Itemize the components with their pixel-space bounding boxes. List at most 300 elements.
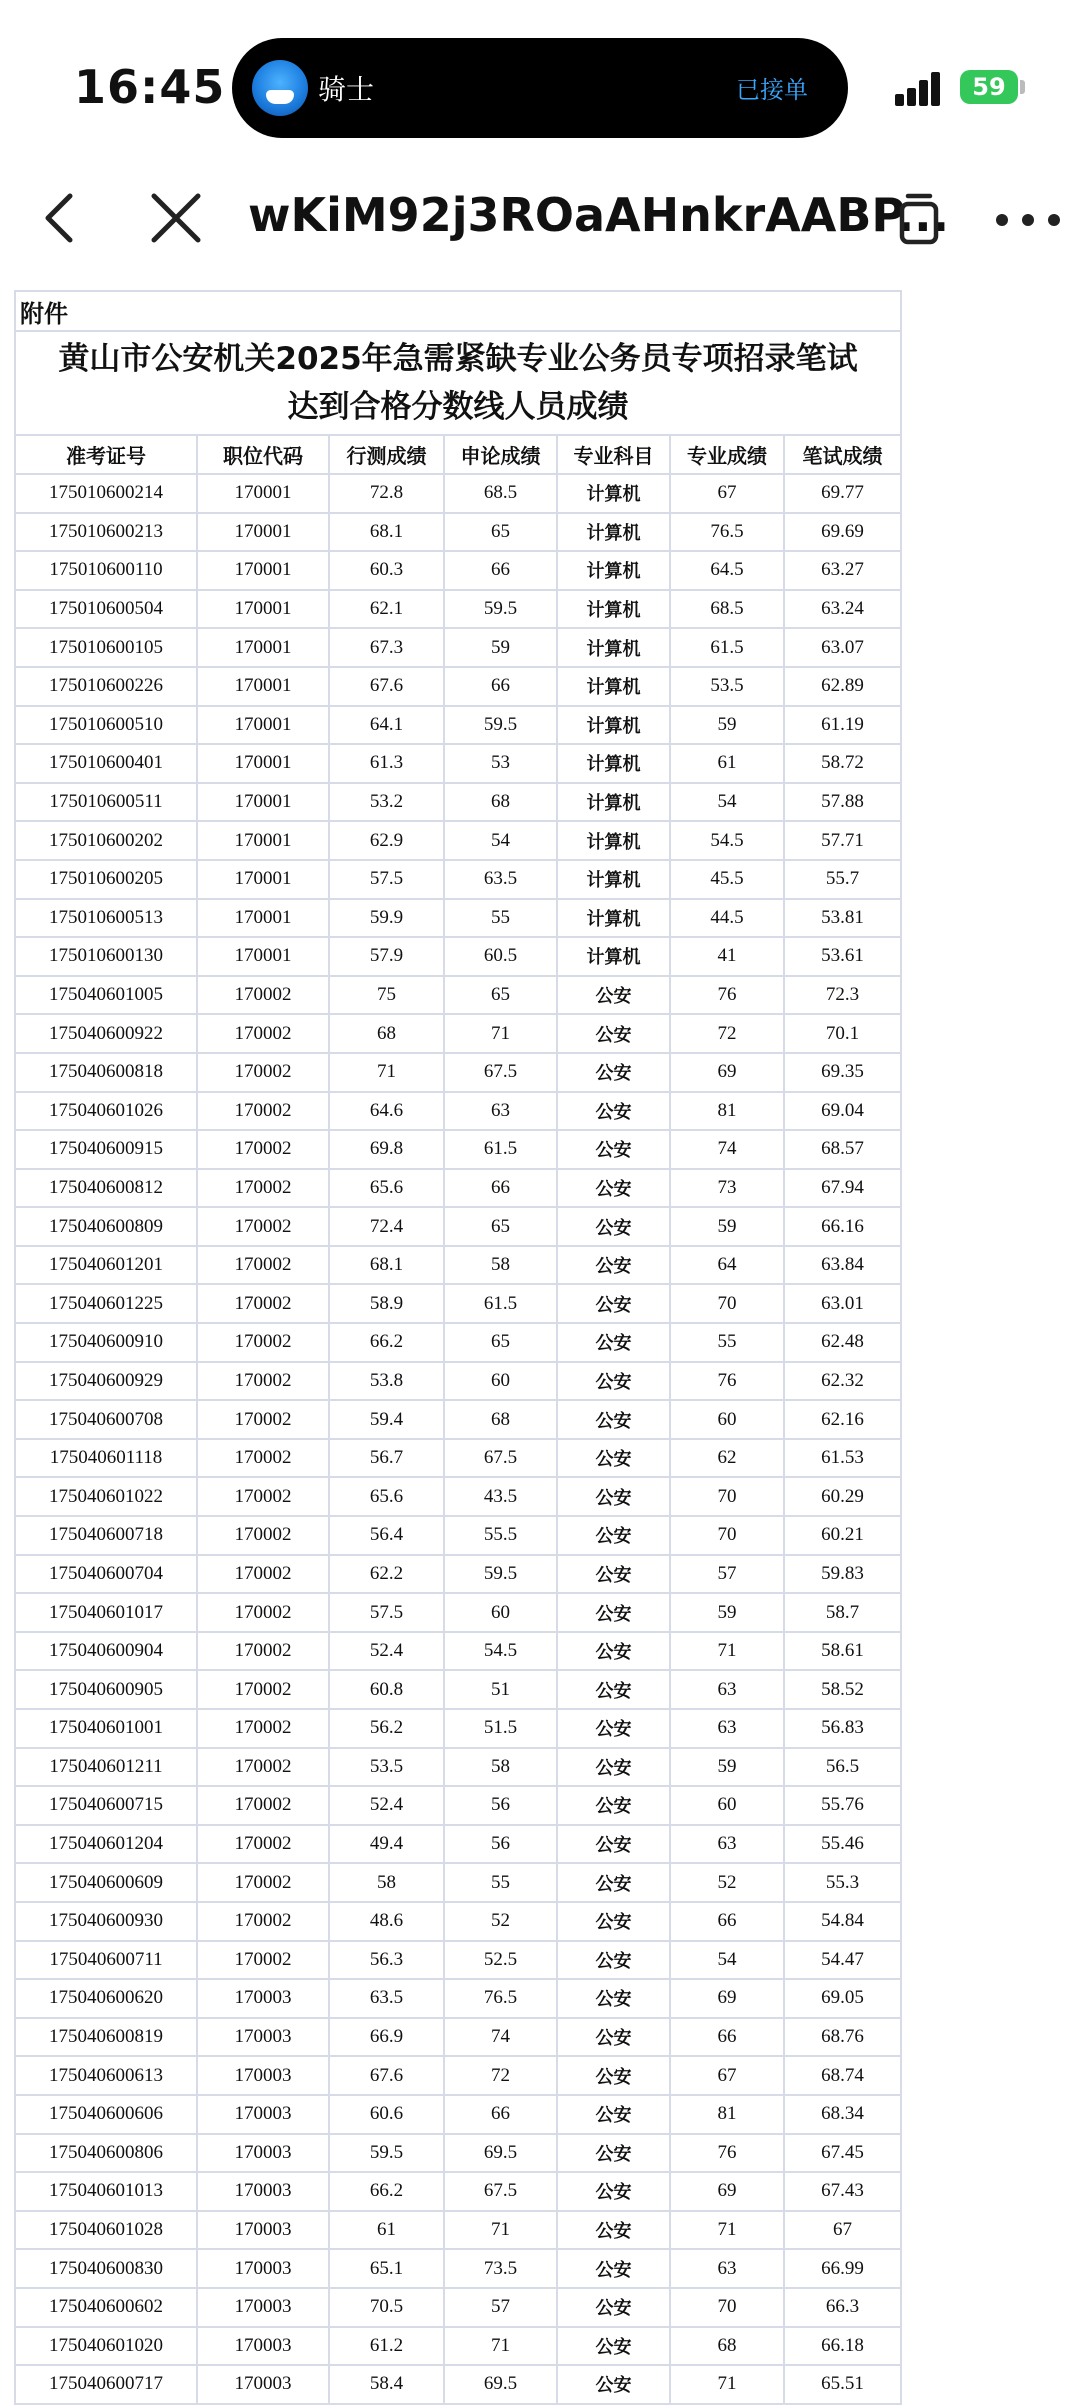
table-cell: 63.27	[784, 551, 901, 590]
table-cell: 60	[444, 1593, 557, 1632]
table-cell: 52.4	[329, 1632, 444, 1671]
table-row	[15, 590, 901, 629]
table-cell: 72	[670, 1014, 784, 1053]
table-cell: 57.5	[329, 860, 444, 899]
table-cell: 170001	[197, 551, 329, 590]
document-view[interactable]	[14, 290, 900, 2405]
score-table	[14, 290, 902, 2405]
table-cell: 170003	[197, 2288, 329, 2327]
table-cell: 55	[444, 899, 557, 938]
table-cell: 175040600812	[15, 1169, 197, 1208]
table-cell: 60	[444, 1362, 557, 1401]
table-cell: 175040600809	[15, 1207, 197, 1246]
table-cell: 53.61	[784, 937, 901, 976]
table-cell: 67	[670, 474, 784, 513]
table-cell: 68.5	[670, 590, 784, 629]
table-cell: 59.5	[444, 590, 557, 629]
table-cell: 170002	[197, 1902, 329, 1941]
column-header: 专业科目	[557, 435, 670, 474]
page-title: wKiM92j3ROaAHnkrAABP...	[248, 188, 950, 242]
table-cell: 66	[670, 2018, 784, 2057]
table-row	[15, 1323, 901, 1362]
table-cell: 公安	[557, 1979, 670, 2018]
table-cell: 175040601020	[15, 2327, 197, 2366]
table-row	[15, 976, 901, 1015]
table-cell: 170002	[197, 1516, 329, 1555]
table-cell: 66	[444, 551, 557, 590]
table-cell: 75	[329, 976, 444, 1015]
table-cell: 68	[329, 1014, 444, 1053]
table-cell: 49.4	[329, 1825, 444, 1864]
table-cell: 63	[670, 1825, 784, 1864]
table-cell: 公安	[557, 2288, 670, 2327]
table-cell: 56.83	[784, 1709, 901, 1748]
table-cell: 69.35	[784, 1053, 901, 1092]
table-cell: 74	[670, 1130, 784, 1169]
table-cell: 76	[670, 1362, 784, 1401]
table-cell: 68	[444, 783, 557, 822]
table-cell: 61.3	[329, 744, 444, 783]
table-cell: 70	[670, 1284, 784, 1323]
table-cell: 58	[444, 1246, 557, 1285]
table-cell: 170003	[197, 2056, 329, 2095]
table-row	[15, 1709, 901, 1748]
table-row	[15, 860, 901, 899]
table-row	[15, 1979, 901, 2018]
table-cell: 66.99	[784, 2249, 901, 2288]
table-cell: 54.5	[670, 821, 784, 860]
table-cell: 175040601005	[15, 976, 197, 1015]
table-cell: 175040600708	[15, 1400, 197, 1439]
document-title-line1: 黄山市公安机关2025年急需紧缺专业公务员专项招录笔试	[58, 341, 858, 377]
table-cell: 175010600110	[15, 551, 197, 590]
table-cell: 170002	[197, 1632, 329, 1671]
table-cell: 68.34	[784, 2095, 901, 2134]
table-cell: 170002	[197, 1709, 329, 1748]
table-cell: 170002	[197, 1207, 329, 1246]
table-cell: 170003	[197, 2249, 329, 2288]
table-cell: 175040600922	[15, 1014, 197, 1053]
table-cell: 69.05	[784, 1979, 901, 2018]
table-cell: 计算机	[557, 860, 670, 899]
table-cell: 63	[670, 2249, 784, 2288]
column-header: 准考证号	[15, 435, 197, 474]
table-cell: 73.5	[444, 2249, 557, 2288]
table-row	[15, 667, 901, 706]
table-row	[15, 1053, 901, 1092]
table-cell: 175010600510	[15, 706, 197, 745]
table-cell: 55.46	[784, 1825, 901, 1864]
table-cell: 59.83	[784, 1555, 901, 1594]
table-cell: 61.53	[784, 1439, 901, 1478]
table-cell: 公安	[557, 1670, 670, 1709]
table-row	[15, 1169, 901, 1208]
table-cell: 64.6	[329, 1092, 444, 1131]
table-cell: 175040600904	[15, 1632, 197, 1671]
table-cell: 60.8	[329, 1670, 444, 1709]
table-cell: 公安	[557, 1400, 670, 1439]
table-cell: 71	[670, 2211, 784, 2250]
table-cell: 53.8	[329, 1362, 444, 1401]
table-cell: 69.04	[784, 1092, 901, 1131]
table-cell: 公安	[557, 1748, 670, 1787]
table-cell: 公安	[557, 2134, 670, 2173]
table-cell: 69	[670, 2172, 784, 2211]
table-cell: 67	[784, 2211, 901, 2250]
table-row	[15, 1130, 901, 1169]
table-row	[15, 1941, 901, 1980]
table-cell: 68	[444, 1400, 557, 1439]
table-cell: 170002	[197, 1323, 329, 1362]
table-cell: 58	[329, 1863, 444, 1902]
table-row	[15, 744, 901, 783]
table-cell: 65.1	[329, 2249, 444, 2288]
copy-pages-icon[interactable]	[890, 188, 950, 248]
table-cell: 175040601225	[15, 1284, 197, 1323]
table-cell: 61.5	[670, 628, 784, 667]
table-cell: 70	[670, 2288, 784, 2327]
table-cell: 175040600717	[15, 2365, 197, 2404]
table-row	[15, 2172, 901, 2211]
table-cell: 计算机	[557, 821, 670, 860]
table-cell: 计算机	[557, 937, 670, 976]
column-header: 行测成绩	[329, 435, 444, 474]
table-cell: 71	[329, 1053, 444, 1092]
table-cell: 61	[329, 2211, 444, 2250]
table-cell: 68	[670, 2327, 784, 2366]
table-cell: 63	[670, 1709, 784, 1748]
table-cell: 63	[670, 1670, 784, 1709]
table-row	[15, 937, 901, 976]
table-cell: 67.94	[784, 1169, 901, 1208]
table-cell: 55.5	[444, 1516, 557, 1555]
table-cell: 175010600511	[15, 783, 197, 822]
table-cell: 59.5	[444, 1555, 557, 1594]
table-cell: 76	[670, 976, 784, 1015]
table-row	[15, 821, 901, 860]
table-cell: 60	[670, 1400, 784, 1439]
table-cell: 170003	[197, 2327, 329, 2366]
table-cell: 175040601026	[15, 1092, 197, 1131]
table-cell: 62.89	[784, 667, 901, 706]
table-cell: 76	[670, 2134, 784, 2173]
table-cell: 41	[670, 937, 784, 976]
table-cell: 170002	[197, 1593, 329, 1632]
table-cell: 66	[444, 2095, 557, 2134]
table-cell: 170001	[197, 667, 329, 706]
table-cell: 公安	[557, 1555, 670, 1594]
table-cell: 71	[670, 1632, 784, 1671]
table-cell: 63.5	[444, 860, 557, 899]
table-cell: 70.1	[784, 1014, 901, 1053]
more-options-icon[interactable]	[996, 212, 1062, 228]
table-cell: 170001	[197, 590, 329, 629]
table-cell: 计算机	[557, 706, 670, 745]
table-row	[15, 1593, 901, 1632]
table-cell: 计算机	[557, 590, 670, 629]
table-cell: 公安	[557, 2056, 670, 2095]
table-cell: 69.5	[444, 2365, 557, 2404]
table-cell: 67.6	[329, 667, 444, 706]
table-cell: 51	[444, 1670, 557, 1709]
table-cell: 170001	[197, 706, 329, 745]
table-cell: 175040601118	[15, 1439, 197, 1478]
table-cell: 175040600915	[15, 1130, 197, 1169]
table-cell: 65.51	[784, 2365, 901, 2404]
table-cell: 54.5	[444, 1632, 557, 1671]
table-cell: 公安	[557, 2327, 670, 2366]
table-cell: 公安	[557, 2211, 670, 2250]
table-cell: 175040600929	[15, 1362, 197, 1401]
table-cell: 56.2	[329, 1709, 444, 1748]
table-cell: 170002	[197, 1130, 329, 1169]
table-cell: 61.5	[444, 1130, 557, 1169]
table-cell: 55.3	[784, 1863, 901, 1902]
table-cell: 170002	[197, 1284, 329, 1323]
table-cell: 175010600513	[15, 899, 197, 938]
table-cell: 81	[670, 2095, 784, 2134]
table-cell: 52.4	[329, 1786, 444, 1825]
table-cell: 67.43	[784, 2172, 901, 2211]
table-cell: 55	[444, 1863, 557, 1902]
table-row	[15, 1400, 901, 1439]
table-cell: 76.5	[444, 1979, 557, 2018]
table-cell: 170002	[197, 1555, 329, 1594]
table-cell: 58.61	[784, 1632, 901, 1671]
table-cell: 公安	[557, 1439, 670, 1478]
status-time: 16:45	[74, 60, 226, 114]
table-cell: 62.16	[784, 1400, 901, 1439]
table-cell: 48.6	[329, 1902, 444, 1941]
battery-level: 59	[972, 73, 1006, 101]
table-cell: 170001	[197, 474, 329, 513]
table-cell: 55	[670, 1323, 784, 1362]
table-cell: 175040600905	[15, 1670, 197, 1709]
table-row	[15, 2288, 901, 2327]
table-cell: 公安	[557, 1632, 670, 1671]
table-row	[15, 2249, 901, 2288]
table-cell: 66.16	[784, 1207, 901, 1246]
back-arrow-icon[interactable]	[30, 188, 90, 248]
table-cell: 170001	[197, 821, 329, 860]
table-cell: 170002	[197, 1825, 329, 1864]
table-row	[15, 899, 901, 938]
table-cell: 65.6	[329, 1169, 444, 1208]
table-cell: 60.29	[784, 1477, 901, 1516]
table-cell: 175040600910	[15, 1323, 197, 1362]
table-cell: 60.5	[444, 937, 557, 976]
table-cell: 175040600818	[15, 1053, 197, 1092]
table-cell: 61.5	[444, 1284, 557, 1323]
table-cell: 69	[670, 1053, 784, 1092]
table-cell: 59	[444, 628, 557, 667]
table-cell: 65	[444, 513, 557, 552]
table-cell: 175040600830	[15, 2249, 197, 2288]
table-cell: 175040600602	[15, 2288, 197, 2327]
table-cell: 66	[670, 1902, 784, 1941]
battery-icon	[960, 70, 1018, 104]
table-cell: 公安	[557, 2249, 670, 2288]
table-cell: 69.77	[784, 474, 901, 513]
table-cell: 58.52	[784, 1670, 901, 1709]
table-cell: 54.47	[784, 1941, 901, 1980]
table-cell: 公安	[557, 2365, 670, 2404]
table-cell: 44.5	[670, 899, 784, 938]
table-cell: 56.3	[329, 1941, 444, 1980]
table-cell: 67.5	[444, 2172, 557, 2211]
table-cell: 175010600105	[15, 628, 197, 667]
table-row	[15, 2095, 901, 2134]
table-cell: 66	[444, 1169, 557, 1208]
document-title-line2: 达到合格分数线人员成绩	[287, 389, 629, 425]
table-cell: 59	[670, 706, 784, 745]
table-cell: 175040601022	[15, 1477, 197, 1516]
table-cell: 公安	[557, 1014, 670, 1053]
table-cell: 67	[670, 2056, 784, 2095]
table-cell: 计算机	[557, 474, 670, 513]
table-cell: 54	[670, 783, 784, 822]
table-cell: 63.01	[784, 1284, 901, 1323]
table-cell: 53.2	[329, 783, 444, 822]
table-cell: 计算机	[557, 513, 670, 552]
table-cell: 170002	[197, 976, 329, 1015]
table-cell: 64.5	[670, 551, 784, 590]
table-row	[15, 2018, 901, 2057]
table-cell: 175010600202	[15, 821, 197, 860]
table-cell: 公安	[557, 1593, 670, 1632]
table-cell: 43.5	[444, 1477, 557, 1516]
table-cell: 64	[670, 1246, 784, 1285]
table-cell: 170002	[197, 1941, 329, 1980]
table-row	[15, 783, 901, 822]
table-cell: 71	[444, 2327, 557, 2366]
table-cell: 62.48	[784, 1323, 901, 1362]
table-cell: 56	[444, 1786, 557, 1825]
table-cell: 68.1	[329, 1246, 444, 1285]
table-cell: 53.5	[329, 1748, 444, 1787]
table-cell: 公安	[557, 1786, 670, 1825]
table-cell: 56.5	[784, 1748, 901, 1787]
table-row	[15, 513, 901, 552]
table-cell: 公安	[557, 2172, 670, 2211]
table-cell: 73	[670, 1169, 784, 1208]
table-cell: 63.07	[784, 628, 901, 667]
table-cell: 175040600930	[15, 1902, 197, 1941]
table-cell: 62.32	[784, 1362, 901, 1401]
table-cell: 71	[444, 2211, 557, 2250]
table-cell: 170003	[197, 2172, 329, 2211]
table-cell: 64.1	[329, 706, 444, 745]
table-cell: 170002	[197, 1014, 329, 1053]
table-row	[15, 1786, 901, 1825]
table-cell: 68.74	[784, 2056, 901, 2095]
table-cell: 68.5	[444, 474, 557, 513]
table-cell: 59.9	[329, 899, 444, 938]
table-cell: 175010600226	[15, 667, 197, 706]
table-cell: 56	[444, 1825, 557, 1864]
table-row	[15, 1863, 901, 1902]
table-cell: 72	[444, 2056, 557, 2095]
table-cell: 74	[444, 2018, 557, 2057]
table-cell: 175040601201	[15, 1246, 197, 1285]
column-header: 申论成绩	[444, 435, 557, 474]
table-cell: 65	[444, 1323, 557, 1362]
table-row	[15, 1014, 901, 1053]
table-cell: 63.24	[784, 590, 901, 629]
table-body	[15, 474, 901, 2404]
table-row	[15, 706, 901, 745]
table-cell: 175010600504	[15, 590, 197, 629]
table-cell: 170003	[197, 2134, 329, 2173]
table-cell: 67.6	[329, 2056, 444, 2095]
nav-bar	[0, 160, 1080, 270]
table-cell: 68.76	[784, 2018, 901, 2057]
table-cell: 170001	[197, 513, 329, 552]
table-cell: 66.2	[329, 1323, 444, 1362]
table-cell: 61.19	[784, 706, 901, 745]
table-cell: 76.5	[670, 513, 784, 552]
table-cell: 计算机	[557, 628, 670, 667]
table-cell: 81	[670, 1092, 784, 1131]
table-cell: 170002	[197, 1362, 329, 1401]
table-cell: 56.4	[329, 1516, 444, 1555]
table-cell: 公安	[557, 1092, 670, 1131]
table-cell: 175040600718	[15, 1516, 197, 1555]
table-cell: 53.81	[784, 899, 901, 938]
table-cell: 71	[670, 2365, 784, 2404]
table-cell: 计算机	[557, 783, 670, 822]
table-cell: 71	[444, 1014, 557, 1053]
table-cell: 58	[444, 1748, 557, 1787]
table-cell: 68.1	[329, 513, 444, 552]
table-cell: 54	[670, 1941, 784, 1980]
table-row	[15, 628, 901, 667]
table-cell: 公安	[557, 1902, 670, 1941]
table-cell: 计算机	[557, 899, 670, 938]
table-row	[15, 1670, 901, 1709]
table-cell: 52	[670, 1863, 784, 1902]
table-row	[15, 1825, 901, 1864]
table-cell: 60	[670, 1786, 784, 1825]
table-cell: 72.4	[329, 1207, 444, 1246]
table-cell: 175040600704	[15, 1555, 197, 1594]
table-row	[15, 1555, 901, 1594]
table-cell: 70	[670, 1477, 784, 1516]
column-header: 职位代码	[197, 435, 329, 474]
table-cell: 66.3	[784, 2288, 901, 2327]
table-cell: 69.8	[329, 1130, 444, 1169]
table-cell: 62	[670, 1439, 784, 1478]
table-cell: 175040600711	[15, 1941, 197, 1980]
dynamic-island[interactable]	[232, 38, 848, 138]
table-cell: 66.2	[329, 2172, 444, 2211]
column-header: 笔试成绩	[784, 435, 901, 474]
table-cell: 175040601013	[15, 2172, 197, 2211]
close-icon[interactable]	[146, 188, 206, 248]
table-cell: 58.7	[784, 1593, 901, 1632]
table-cell: 175010600130	[15, 937, 197, 976]
table-cell: 67.5	[444, 1439, 557, 1478]
island-order-status: 已接单	[736, 76, 808, 104]
table-cell: 计算机	[557, 667, 670, 706]
table-cell: 175040600613	[15, 2056, 197, 2095]
battery-tip	[1020, 80, 1025, 94]
table-row	[15, 1207, 901, 1246]
table-cell: 65	[444, 1207, 557, 1246]
table-cell: 56.7	[329, 1439, 444, 1478]
table-cell: 170001	[197, 860, 329, 899]
table-cell: 170002	[197, 1439, 329, 1478]
